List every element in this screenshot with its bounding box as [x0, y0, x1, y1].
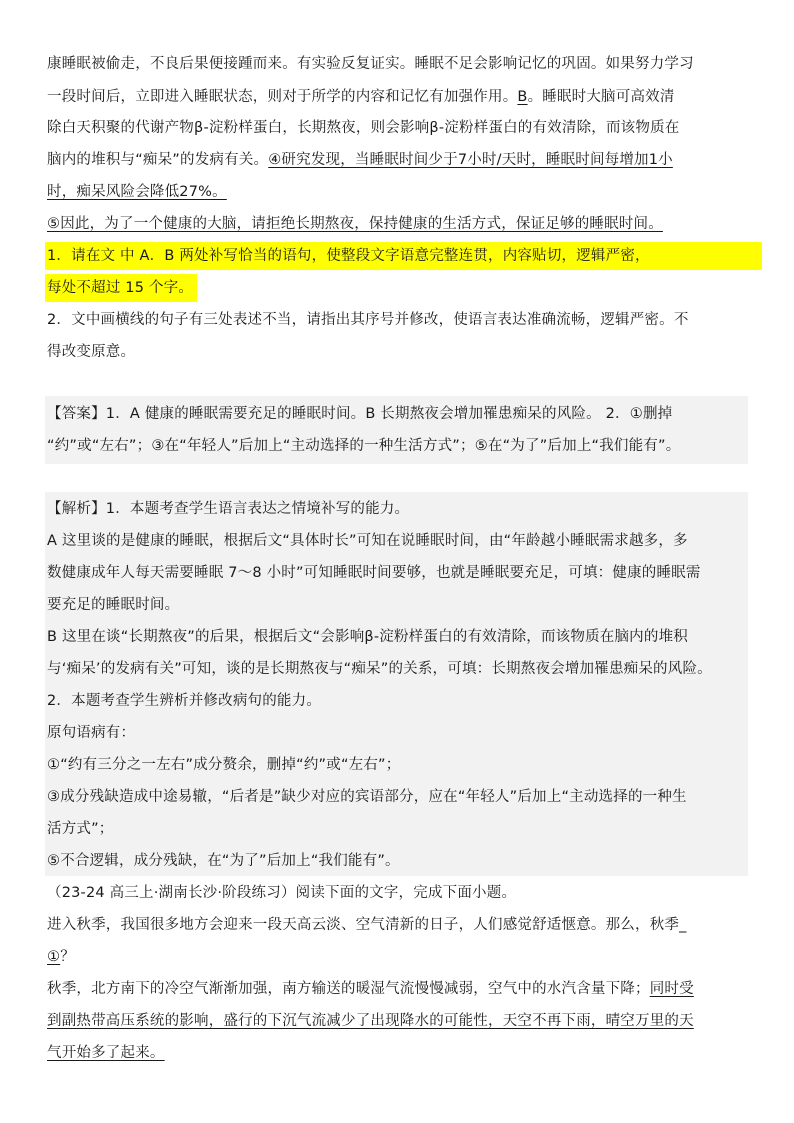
next-para-line-1: 进入秋季，我国很多地方会迎来一段天高云淡、空气清新的日子，人们感觉舒适惬意。那么，秋季_	[47, 917, 687, 933]
passage-line-1: 康睡眠被偷走，不良后果便接踵而来。有实验反复证实。睡眠不足会影响记忆的巩固。如果努力学习	[47, 56, 694, 72]
next-para-line-4: 到副热带高压系统的影响，盛行的下沉气流减少了出现降水的可能性，天空不再下雨，晴空万里的天	[47, 1013, 694, 1029]
underlined-text-start: 同时受	[649, 981, 694, 997]
question-1-line-1: 1．请在文 中 A．B 两处补写恰当的语句，使整段文字语意完整连贯，内容贴切，逻辑严密，	[47, 248, 650, 264]
next-para-line-5: 气开始多了起来。	[47, 1045, 165, 1061]
analysis-line-7: 2．本题考查学生辨析并修改病句的能力。	[47, 693, 322, 709]
next-para-line-3: 秋季，北方南下的冷空气渐渐加强，南方输送的暖湿气流慢慢减弱，空气中的水汽含量下降；同时受	[47, 981, 694, 997]
analysis-line-11: 活方式”；	[47, 821, 114, 837]
passage-line-3: 除白天积聚的代谢产物β-淀粉样蛋白，长期熬夜，则会影响β-淀粉样蛋白的有效清除，而该物质在	[47, 120, 680, 136]
blank-1: ①	[47, 949, 61, 965]
analysis-line-8: 原句语病有：	[47, 725, 136, 741]
question-2-line-1: 2．文中画横线的句子有三处表述不当，请指出其序号并修改，使语言表达准确流畅，逻辑严密。不	[47, 312, 689, 328]
passage-line-6: ⑤因此，为了一个健康的大脑，请拒绝长期熬夜，保持健康的生活方式，保证足够的睡眠时间。	[47, 216, 663, 232]
answer-line-1: 【答案】1．A 健康的睡眠需要充足的睡眠时间。B 长期熬夜会增加罹患痴呆的风险。 2．①删掉	[47, 406, 673, 422]
blank-b: B	[517, 89, 528, 105]
analysis-line-5: B 这里在谈“长期熬夜”的后果，根据后文“会影响β-淀粉样蛋白的有效清除，而该物质在脑内的堆积	[47, 629, 688, 645]
question-1-line-2: 每处不超过 15 个字。	[47, 280, 194, 296]
question-2-line-2: 得改变原意。	[47, 344, 136, 360]
analysis-line-2: A 这里谈的是健康的睡眠，根据后文“具体时长”可知在说睡眠时间，由“年龄越小睡眠需求越多，多	[47, 533, 688, 549]
passage-line-5: 时，痴呆风险会降低27%。	[47, 184, 227, 200]
analysis-line-10: ③成分残缺造成中途易辙，“后者是”缺少对应的宾语部分，应在“年轻人”后加上“主动选择的一种生	[47, 789, 687, 805]
passage-line-4: 脑内的堆积与“痴呆”的发病有关。④研究发现，当睡眠时间少于7小时/天时，睡眠时间每增加1小	[47, 152, 673, 168]
analysis-line-3: 数健康成年人每天需要睡眠 7～8 小时”可知睡眠时间要够，也就是睡眠要充足，可填：健康的睡眠需	[47, 565, 701, 581]
analysis-line-9: ①“约有三分之一左右”成分赘余，删掉“约”或“左右”；	[47, 757, 401, 773]
answer-line-2: “约”或“左右”；③在“年轻人”后加上“主动选择的一种生活方式”；⑤在“为了”后加上“我们能有”。	[47, 438, 681, 454]
next-para-line-2: ①？	[47, 949, 75, 965]
next-source: （23-24 高三上·湖南长沙·阶段练习）阅读下面的文字，完成下面小题。	[47, 885, 517, 901]
analysis-line-1: 【解析】1．本题考查学生语言表达之情境补写的能力。	[47, 501, 410, 517]
analysis-line-12: ⑤不合逻辑，成分残缺，在“为了”后加上“我们能有”。	[47, 853, 400, 869]
passage-line-2: 一段时间后，立即进入睡眠状态，则对于所学的内容和记忆有加强作用。B。睡眠时大脑可高效清	[47, 89, 675, 105]
analysis-line-6: 与‘痴呆’的发病有关”可知，谈的是长期熬夜与“痴呆”的关系，可填：长期熬夜会增加罹患痴呆的风险。	[47, 661, 712, 677]
underlined-sentence-4: ④研究发现，当睡眠时间少于7小时/天时，睡眠时间每增加1小	[268, 152, 673, 168]
analysis-line-4: 要充足的睡眠时间。	[47, 597, 180, 613]
blank-1-start: _	[679, 917, 687, 933]
